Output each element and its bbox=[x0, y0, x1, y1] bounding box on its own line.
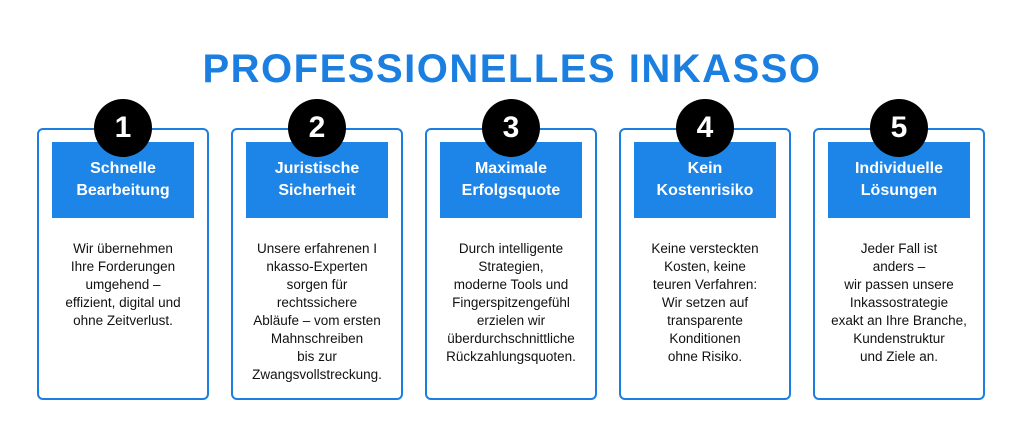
step-number-badge-2: 2 bbox=[288, 99, 346, 157]
step-heading-5: Individuelle Lösungen bbox=[828, 142, 970, 218]
step-heading-3: Maximale Erfolgsquote bbox=[440, 142, 582, 218]
step-text-5: Jeder Fall ist anders – wir passen unsere Inkassostrategie exakt an Ihre Branche, Kundenstruktur und Ziele an. bbox=[831, 241, 967, 364]
step-text-2: Unsere erfahrenen I nkasso-Experten sorgen für rechtssichere Abläufe – vom ersten Mahnschreiben bis zur Zwangsvollstreckung. bbox=[252, 241, 382, 382]
page-title: PROFESSIONELLES INKASSO bbox=[202, 47, 822, 91]
step-text-1: Wir übernehmen Ihre Forderungen umgehend – effizient, digital und ohne Zeitverlust. bbox=[65, 241, 181, 328]
step-number-badge-4: 4 bbox=[676, 99, 734, 157]
step-heading-2: Juristische Sicherheit bbox=[246, 142, 388, 218]
step-heading-1: Schnelle Bearbeitung bbox=[52, 142, 194, 218]
step-text-4: Keine versteckten Kosten, keine teuren Verfahren: Wir setzen auf transparente Konditionen ohne Risiko. bbox=[651, 241, 759, 364]
step-number-badge-3: 3 bbox=[482, 99, 540, 157]
step-heading-4: Kein Kostenrisiko bbox=[634, 142, 776, 218]
step-text-3: Durch intelligente Strategien, moderne Tools und Fingerspitzengefühl erzielen wir überdurchschnittliche Rückzahlungsquoten. bbox=[446, 241, 576, 364]
step-number-badge-1: 1 bbox=[94, 99, 152, 157]
step-number-badge-5: 5 bbox=[870, 99, 928, 157]
